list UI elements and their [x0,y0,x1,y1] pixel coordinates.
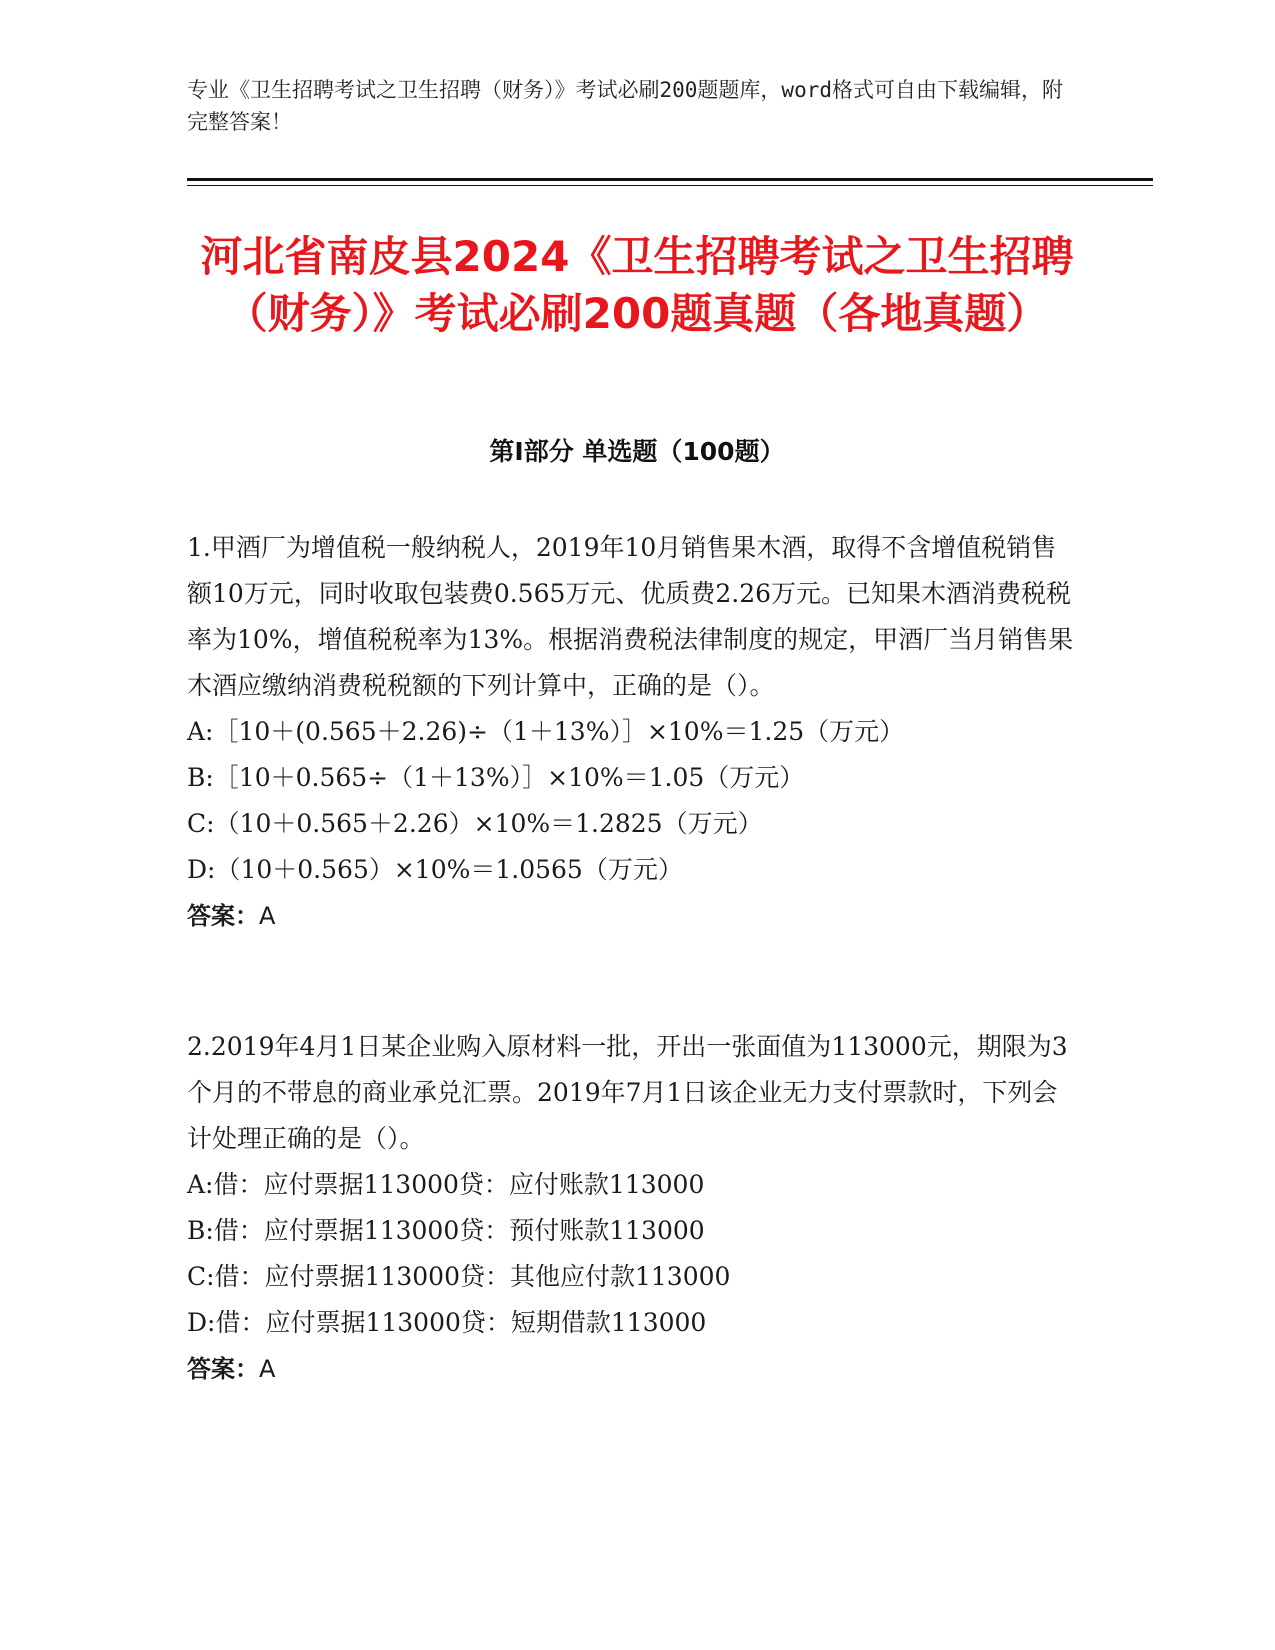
option-c: C:（10＋0.565＋2.26）×10%＝1.2825（万元） [187,809,763,838]
answer-label: 答案： [187,902,259,930]
question-1 [187,525,1077,939]
header-divider-thick [187,178,1153,181]
answer-line [187,1346,1077,1392]
answer-value: A [259,902,276,930]
answer-line [187,893,1077,939]
document-title: 河北省南皮县2024《卫生招聘考试之卫生招聘（财务）》考试必刷200题真题（各地真题） [200,232,1074,338]
option-b: B:借：应付票据113000贷：预付账款113000 [187,1216,705,1245]
section-heading: 第I部分 单选题（100题） [489,437,785,466]
question-2 [187,1024,1077,1392]
answer-value: A [259,1355,276,1383]
answer-label: 答案： [187,1355,259,1383]
option-b: B:［10＋0.565÷（1＋13%）］×10%＝1.05（万元） [187,763,805,792]
option-a: A:［10＋(0.565＋2.26)÷（1＋13%）］×10%＝1.25（万元） [187,717,905,746]
option-c: C:借：应付票据113000贷：其他应付款113000 [187,1262,731,1291]
question-stem: 1.甲酒厂为增值税一般纳税人，2019年10月销售果木酒，取得不含增值税销售额10万元，同时收取包装费0.565万元、优质费2.26万元。已知果木酒消费税税率为10%，增值税税率为13%。根据消费税法律制度的规定，甲酒厂当月销售果木酒应缴纳消费税税额的下列计算中，正确的是（）。 [187,533,1074,700]
header-divider-thin [187,185,1153,186]
option-d: D:借：应付票据113000贷：短期借款113000 [187,1308,707,1337]
header-note: 专业《卫生招聘考试之卫生招聘（财务）》考试必刷200题题库，word格式可自由下载编辑，附完整答案！ [187,78,1063,134]
question-stem: 2.2019年4月1日某企业购入原材料一批，开出一张面值为113000元，期限为3个月的不带息的商业承兑汇票。2019年7月1日该企业无力支付票款时，下列会计处理正确的是（）。 [187,1032,1068,1153]
option-d: D:（10＋0.565）×10%＝1.0565（万元） [187,855,683,884]
option-a: A:借：应付票据113000贷：应付账款113000 [187,1170,705,1199]
